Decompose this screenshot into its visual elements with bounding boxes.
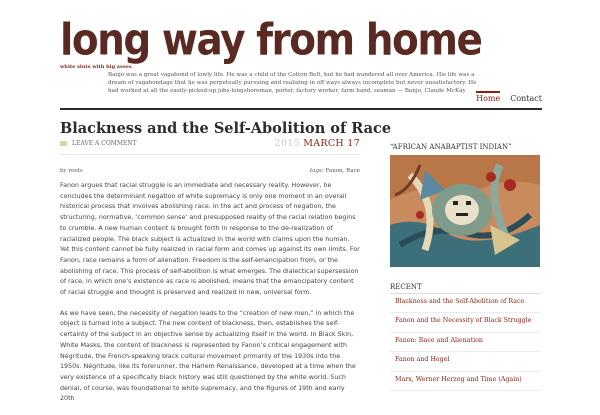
recent-post-item — [390, 333, 540, 352]
recent-post-item — [390, 294, 540, 313]
sidebar-artwork-image[interactable] — [390, 155, 540, 267]
site-tagline: white sluts with big asses — [60, 64, 132, 70]
image-widget-title: “AFRICAN ANABAPTIST INDIAN” — [390, 143, 512, 151]
meta-divider — [60, 154, 360, 155]
tag-link[interactable]: Fanon — [325, 168, 343, 174]
recent-post-item — [390, 372, 540, 391]
post-month-day: MARCH 17 — [303, 138, 360, 149]
post-tags — [310, 168, 360, 174]
post-content — [60, 181, 360, 415]
recent-post-link[interactable]: Marx, Werner Herzog and Time (Again) — [395, 375, 522, 383]
header-divider — [60, 108, 542, 110]
recent-posts-list — [390, 294, 540, 391]
post-year: 2015 — [274, 138, 300, 149]
recent-post-link[interactable]: Fanon and the Necessity of Black Struggle — [395, 317, 532, 325]
recent-post-item — [390, 313, 540, 332]
site-logo-title[interactable]: long way from home — [60, 15, 482, 66]
post-paragraph: As we have seen, the necessity of negation leads to the “creation of new men,” in which the object is turned into a subject. The new content of blackness, then, establishes the self-certainty of the subject in an objective sense by actualizing itself in the world. In Black Skin, White Masks, the content of blackness is represented by Fanon’s critical engagement with Négritude, the French-speaking black cultural movement primarily of the 1930s into the 1950s. Négritude, like its forerunner, the Harlem Renaissance, developed at a time when the very existence of a specifically black history was still questioned by the white world. Such denial, of course, was foundational to white supremacy, and the figures of 19th and early 20th — [60, 309, 356, 403]
recent-post-item — [390, 352, 540, 371]
recent-post-link[interactable]: Fanon: Race and Alienation — [395, 336, 483, 344]
tags-label: tags: — [310, 168, 324, 174]
post-title[interactable]: Blackness and the Self-Abolition of Race — [60, 120, 392, 137]
leave-comment-link[interactable]: LEAVE A COMMENT — [72, 140, 137, 147]
recent-post-link[interactable]: Blackness and the Self-Abolition of Race — [395, 298, 525, 305]
post-paragraph: Fanon argues that racial struggle is an immediate and necessary reality. However, he concludes the determinant negation of white supremacy is only one moment in an overall historical process that involves abolishing race. In the act and process of negation, the structuring, normative, ‘common sense’ and presupposed reality of the racial relation begins to crumble. A new human content is brought forth in response to the de-realization of racialized people. The black subject is actualized in the world with claims upon the human. Yet this content cannot be fully realized in racial form and comes up against its own limits. For Fanon, race remains a form of alienation. Freedom is the self-emancipation from, or the abolishing of race. This process of self-abolition is what emerges. The dialectical supersession of race, in which one’s existence as race is abolished, means that the emancipatory content of racial struggle and thought is preserved and realized in new, universal form. — [60, 182, 360, 297]
post-date — [274, 138, 360, 149]
main-nav — [476, 94, 542, 103]
tag-link[interactable]: Race — [346, 168, 360, 174]
recent-posts-title: RECENT — [390, 283, 422, 291]
post-meta — [60, 140, 360, 152]
comment-icon[interactable] — [60, 141, 67, 146]
nav-item-home[interactable]: Home — [476, 91, 500, 103]
site-description: Banjo was a great vagabond of lowly life. He was a child of the Cotton Belt, but he had wandered all over America. His life was a dream of vagabondage that he was perpetually pursuing and realizing in off ways always incomplete but never unsatisfactory. He had worked at all the easily-picked-up jobs-longshoreman, porter, factory worker, farm hand, seaman — Banjo, Claude McKay — [108, 72, 477, 94]
tags-separator: , — [342, 168, 345, 174]
nav-item-contact[interactable]: Contact — [510, 94, 542, 103]
recent-post-link[interactable]: Fanon and Hegel — [395, 356, 450, 364]
post-author[interactable]: by roots — [60, 168, 83, 174]
post-byline — [60, 168, 360, 174]
